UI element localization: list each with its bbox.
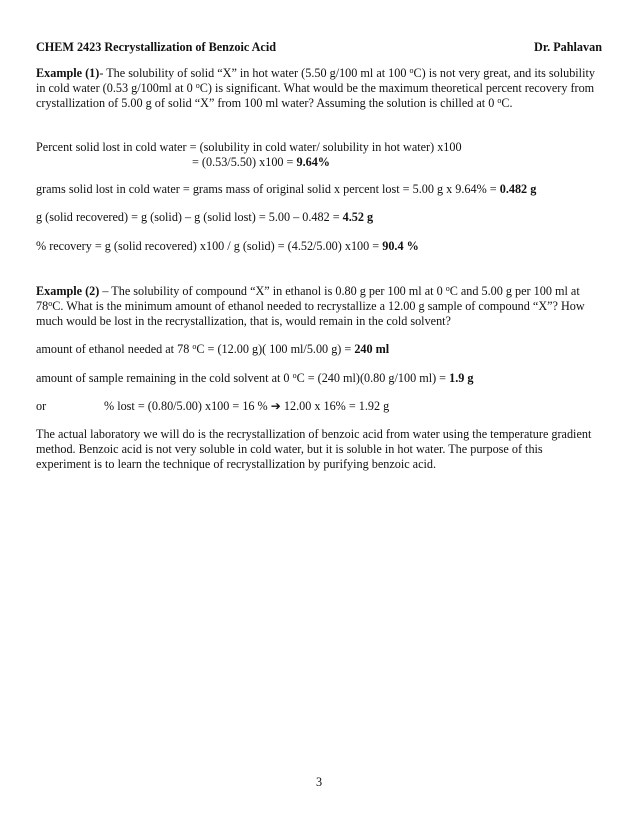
example2-text-b: C and 5.00 g per 100 ml at 78 (36, 284, 580, 313)
calc3-prefix: g (solid recovered) = g (solid) – g (solid lost) = 5.00 – 0.482 = (36, 210, 343, 224)
example2-calc1 (36, 342, 389, 357)
closing-paragraph: The actual laboratory we will do is the recrystallization of benzoic acid from water using the temperature gradient method. Benzoic acid is not very soluble in cold water, but it is soluble in hot water. The purpose of this experiment is to learn the technique of recrystallization by purifying benzoic acid. (36, 427, 592, 471)
example1-calc1-line1: Percent solid lost in cold water = (solubility in cold water/ solubility in hot water) x100 (36, 140, 462, 154)
calc3-result: 4.52 g (342, 210, 374, 224)
right-arrow-icon: ➔ (270, 399, 281, 413)
example2-calc2 (36, 371, 473, 386)
example2-text-c: C. What is the minimum amount of ethanol needed to recrystallize a 12.00 g sample of compound “X”? How much would be lost in the recrystallization, that is, would remain in the cold solvent? (36, 299, 585, 328)
example1-calc1-line2 (192, 155, 330, 170)
calc2-prefix: grams solid lost in cold water = grams mass of original solid x percent lost = 5.00 g x 9.64% = (36, 182, 500, 196)
example1-calc3 (36, 210, 373, 225)
example2-calc3 (104, 399, 389, 414)
e2-calc3-a: % lost = (0.80/5.00) x100 = 16 % (104, 399, 271, 413)
example1-text-d: C. (501, 96, 513, 110)
degree-mark: o (497, 96, 502, 105)
e2-calc1-result: 240 ml (354, 342, 390, 356)
header-title: CHEM 2423 Recrystallization of Benzoic Acid (36, 40, 276, 54)
calc1-line2-prefix: = (0.53/5.50) x100 = (192, 155, 297, 169)
example1-calc4 (36, 239, 419, 254)
calc4-prefix: % recovery = g (solid recovered) x100 / g (solid) = (4.52/5.00) x100 = (36, 239, 383, 253)
page-number: 3 (315, 775, 323, 789)
e2-calc3-b: 12.00 x 16% = 1.92 g (280, 399, 390, 413)
degree-mark: o (192, 342, 197, 351)
degree-mark: o (195, 81, 200, 90)
example2-paragraph (36, 284, 600, 329)
example1-text-c: C) is significant. What would be the maximum theoretical percent recovery from crystallization of 5.00 g of solid “X” from 100 ml water? Assuming the solution is chilled at 0 (36, 81, 595, 110)
e2-calc1-prefix-a: amount of ethanol needed at 78 (36, 342, 193, 356)
page-header (36, 40, 602, 55)
degree-mark: o (48, 299, 53, 308)
header-author: Dr. Pahlavan (534, 40, 602, 54)
example1-text-a: - The solubility of solid “X” in hot water (5.50 g/100 ml at 100 (99, 66, 410, 80)
calc1-result: 9.64% (296, 155, 330, 169)
calc2-result: 0.482 g (499, 182, 537, 196)
example1-calc2 (36, 182, 536, 197)
example1-paragraph (36, 66, 600, 111)
degree-mark: o (292, 371, 297, 380)
example2-or-label: or (36, 399, 47, 413)
example2-text-a: – The solubility of compound “X” in ethanol is 0.80 g per 100 ml at 0 (99, 284, 446, 298)
degree-mark: o (409, 66, 414, 75)
e2-calc2-prefix-b: C = (240 ml)(0.80 g/100 ml) = (296, 371, 450, 385)
e2-calc2-prefix-a: amount of sample remaining in the cold solvent at 0 (36, 371, 293, 385)
e2-calc2-result: 1.9 g (449, 371, 474, 385)
example2-label: Example (2) (36, 284, 100, 298)
e2-calc1-prefix-b: C = (12.00 g)( 100 ml/5.00 g) = (196, 342, 355, 356)
calc4-result: 90.4 % (382, 239, 419, 253)
example1-text-b: C) is not very great, and its solubility in cold water (0.53 g/100ml at 0 (36, 66, 595, 95)
degree-mark: o (445, 284, 450, 293)
example1-label: Example (1) (36, 66, 100, 80)
